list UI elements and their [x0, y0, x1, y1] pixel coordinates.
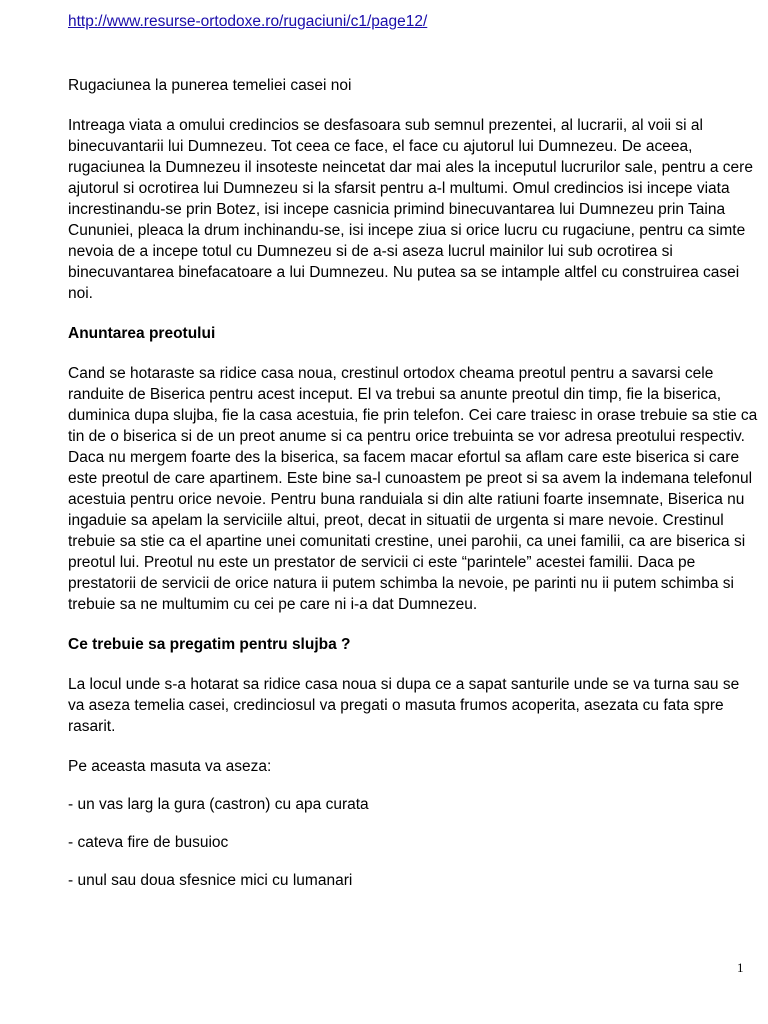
intro-paragraph: Intreaga viata a omului credincios se desfasoara sub semnul prezentei, al lucrarii, al voii si al binecuvantarii lui Dumnezeu. Tot ceea ce face, el face cu ajutorul lui Dumnezeu. De aceea, rugaciunea la Dumnezeu il insoteste neincetat dar mai ales la inceputul lucrurilor sale, pentru a cere ajutorul si ocrotirea lui Dumnezeu si la sfarsit pentru a-l multumi. Omul credincios isi incepe viata increstinandu-se prin Botez, isi incepe casnicia primind binecuvantarea lui Dumnezeu prin Taina Cununiei, pleaca la drum inchinandu-se, isi incepe ziua si orice lucru cu rugaciune, pentru ca simte nevoia de a incepe totul cu Dumnezeu si de a-si aseza lucrul mainilor lui sub ocrotirea si binecuvantarea binefacatoare a lui Dumnezeu. Nu putea sa se intample altfel cu construirea casei noi.	[68, 117, 753, 302]
section-body-anuntarea: Cand se hotaraste sa ridice casa noua, crestinul ortodox cheama preotul pentru a savarsi cele randuite de Biserica pentru acest inceput. El va trebui sa anunte preotul din timp, fie la biserica, duminica dupa slujba, fie la casa acestuia, fie prin telefon. Cei care traiesc in orase trebuie sa stie ca tin de o biserica si de un preot anume si ca pentru orice trebuinta se vor adresa preotului respectiv. Daca nu mergem foarte des la biserica, sa facem macar efortul sa aflam care este biserica si care este preotul de care apartinem. Este bine sa-l cunoastem pe preot si sa avem la indemana telefonul acestuia pentru orice nevoie. Pentru buna randuiala si din alte ratiuni foarte insemnate, Biserica nu ingaduie sa apelam la serviciile altui, preot, decat in situatii de urgenta si mare nevoie. Crestinul trebuie sa stie ca el apartine unei comunitati crestine, unei parohii, ca unei familii, ca are biserica si preotul lui. Preotul nu este un prestator de servicii ci este “parintele” acestei familii. Daca pe prestatorii de servicii de orice natura ii putem schimba la nevoie, pe parinti nu ii putem schimba si trebuie sa ne multumim cu cei pe care ni i-a dat Dumnezeu.	[68, 365, 758, 613]
section-heading-pregatire: Ce trebuie sa pregatim pentru slujba ?	[68, 636, 351, 653]
document-title: Rugaciunea la punerea temeliei casei noi	[68, 77, 352, 94]
list-item: - unul sau doua sfesnice mici cu lumanari	[68, 872, 353, 889]
page-number: 1	[737, 960, 744, 975]
section-body-pregatire: La locul unde s-a hotarat sa ridice casa noua si dupa ce a sapat santurile unde se va turna sau se va aseza temelia casei, credinciosul va pregati o masuta frumos acoperita, asezata cu fata spre rasarit.	[68, 676, 740, 735]
source-url-link[interactable]: http://www.resurse-ortodoxe.ro/rugaciuni/c1/page12/	[68, 13, 428, 30]
list-item: - cateva fire de busuioc	[68, 834, 229, 851]
section-heading-anuntarea: Anuntarea preotului	[68, 325, 216, 342]
document-page	[68, 12, 758, 891]
list-intro: Pe aceasta masuta va aseza:	[68, 758, 272, 775]
list-item: - un vas larg la gura (castron) cu apa curata	[68, 796, 369, 813]
